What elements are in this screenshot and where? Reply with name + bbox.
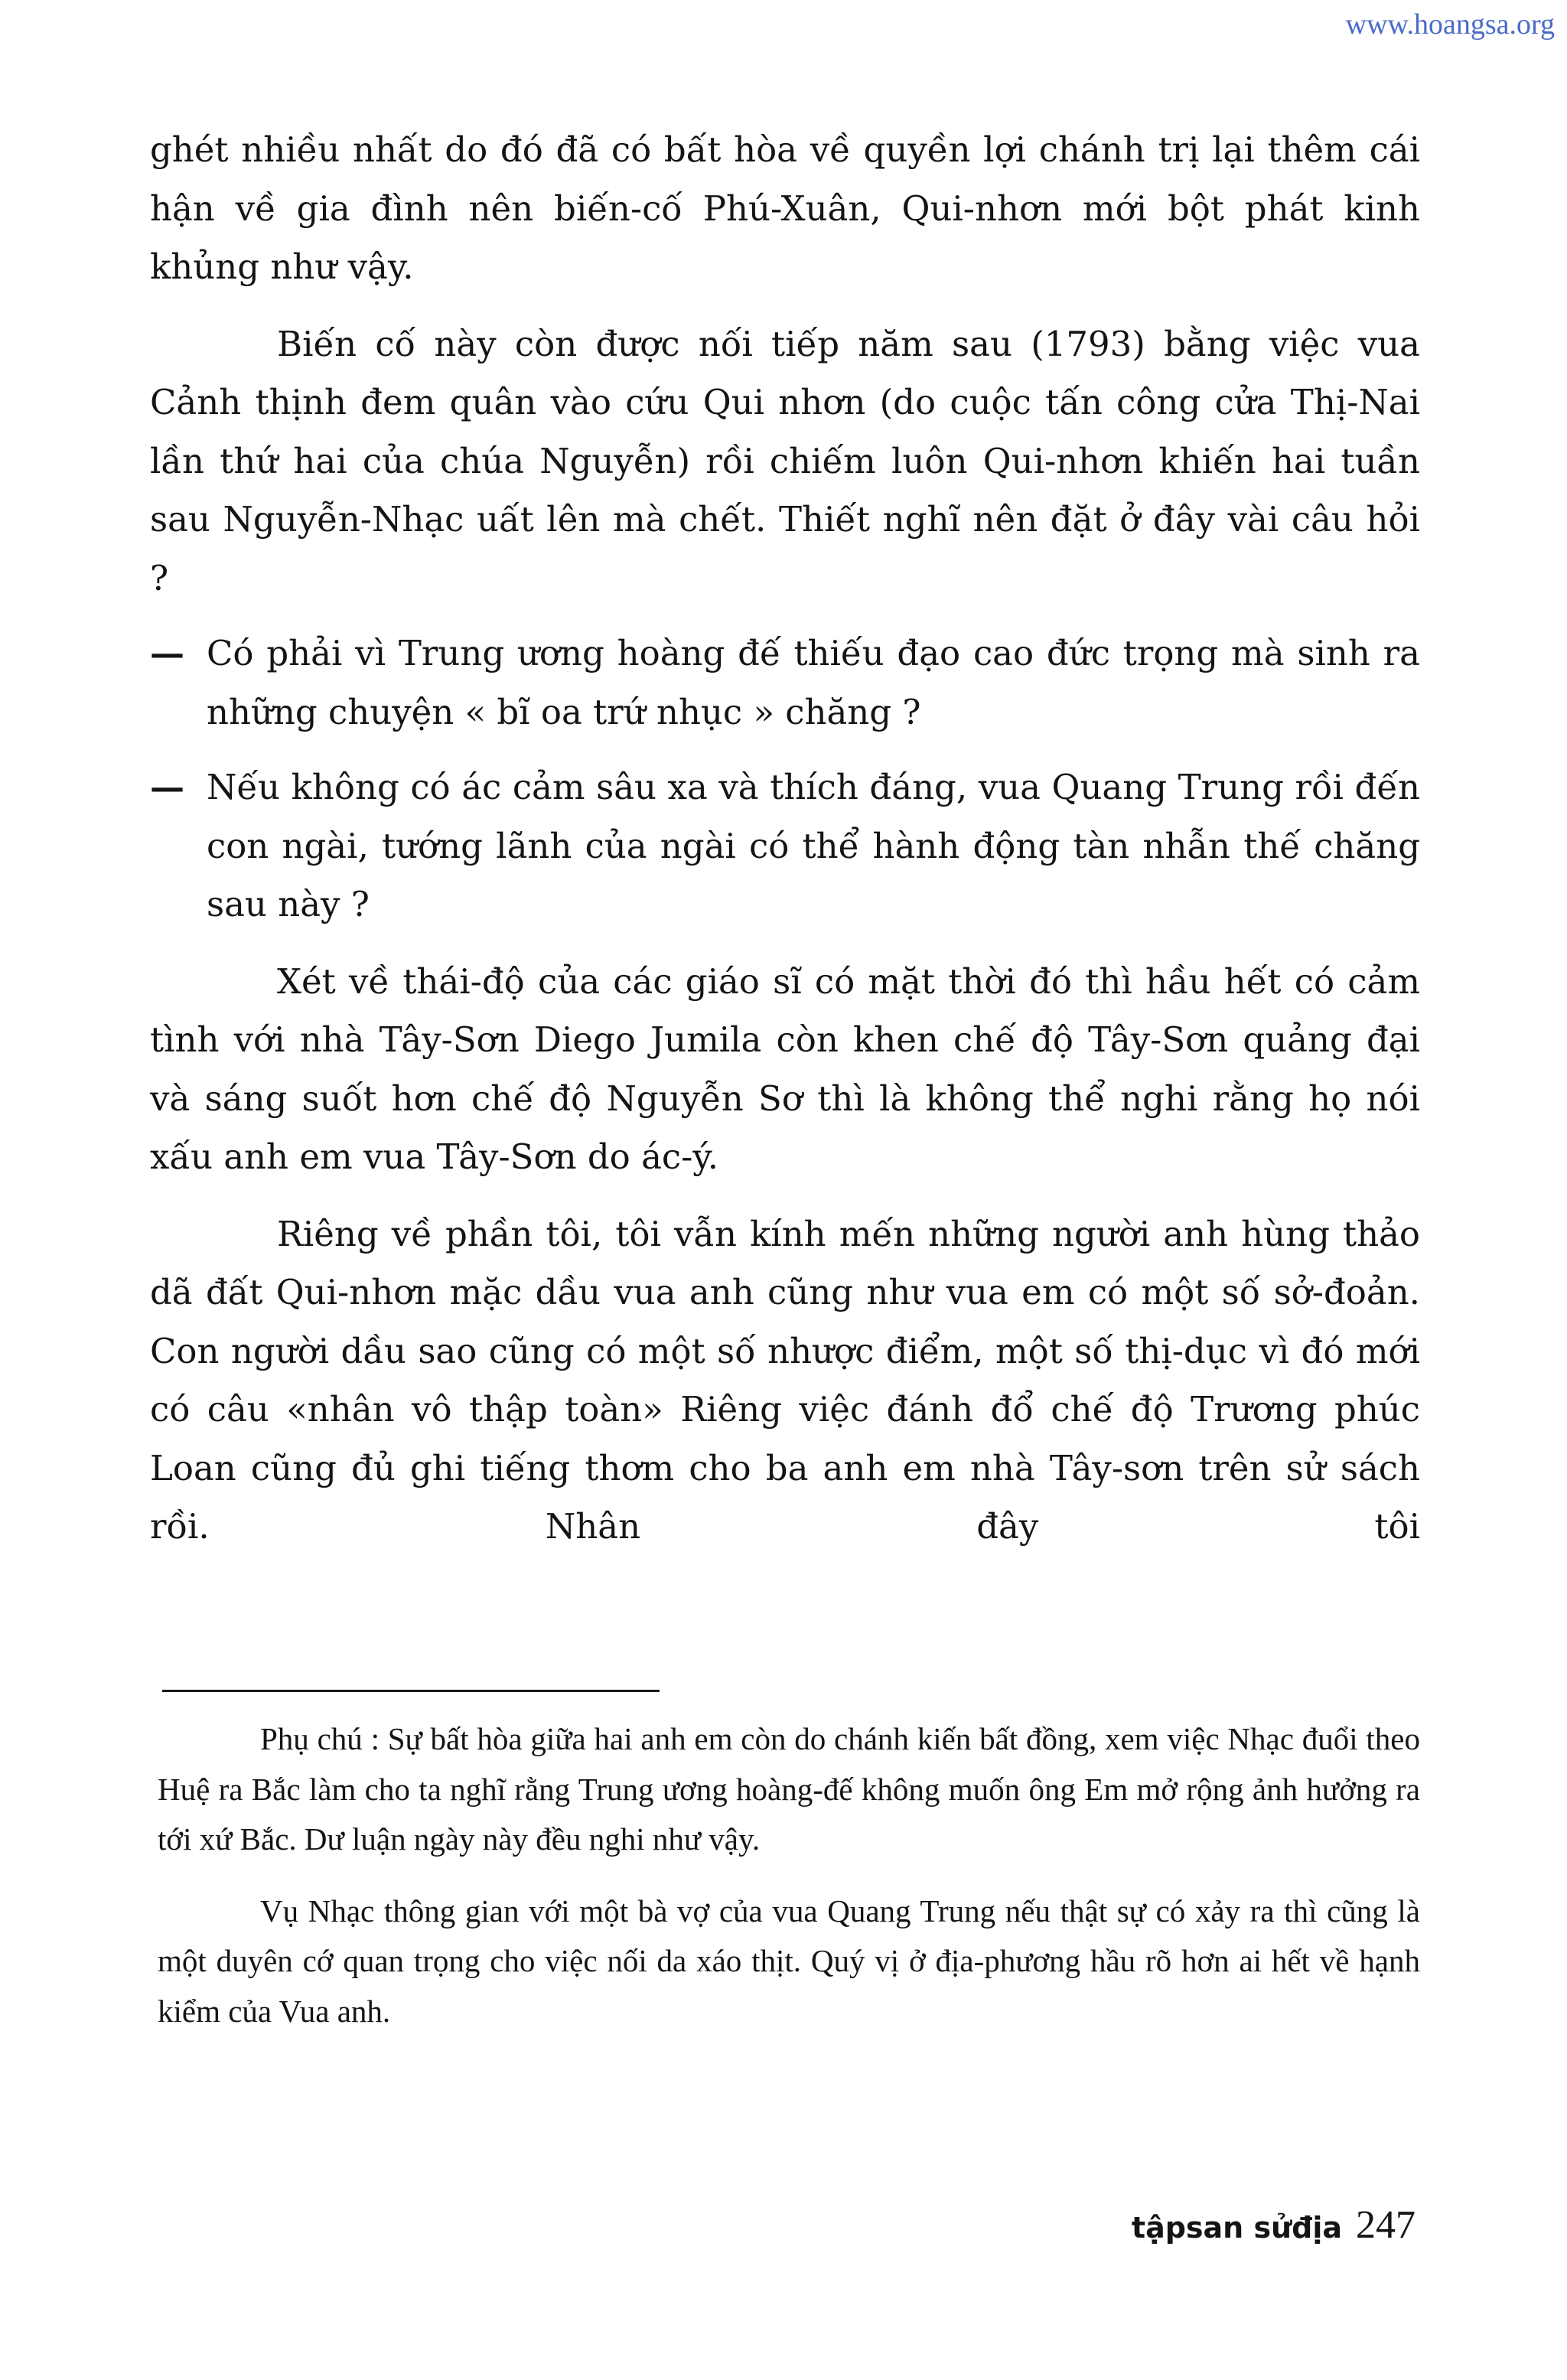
footnote-divider xyxy=(162,1690,660,1692)
question-item xyxy=(150,624,1420,742)
paragraph-giao-si: Xét về thái-độ của các giáo sĩ có mặt thời đó thì hầu hết có cảm tình với nhà Tây-Sơn Diego Jumila còn khen chế độ Tây-Sơn quảng đại và sáng suốt hơn chế độ Nguyễn Sơ thì là không thể nghi rằng họ nói xấu anh em vua Tây-Sơn do ác-ý. xyxy=(150,960,1420,1177)
main-text xyxy=(150,121,1420,1557)
question-text: Nếu không có ác cảm sâu xa và thích đáng, vua Quang Trung rồi đến con ngài, tướng lãnh của ngài có thể hành động tàn nhẫn thế chăng sau này ? xyxy=(207,767,1420,924)
question-text: Có phải vì Trung ương hoàng đế thiếu đạo cao đức trọng mà sinh ra những chuyện « bĩ oa trứ nhục » chăng ? xyxy=(207,633,1420,732)
footnote-phu-chu: Phụ chú : Sự bất hòa giữa hai anh em còn do chánh kiến bất đồng, xem việc Nhạc đuổi theo Huệ ra Bắc làm cho ta nghĩ rằng Trung ương hoàng-đế không muốn ông Em mở rộng ảnh hưởng ra tới xứ Bắc. Dư luận ngày này đều nghi như vậy. xyxy=(158,1721,1420,1857)
dash-marker: — xyxy=(150,767,184,807)
footnote-vu-nhac: Vụ Nhạc thông gian với một bà vợ của vua Quang Trung nếu thật sự có xảy ra thì cũng là một duyên cớ quan trọng cho việc nối da xáo thịt. Quý vị ở địa-phương hầu rõ hơn ai hết về hạnh kiểm của Vua anh. xyxy=(158,1893,1420,2029)
magazine-name: tậpsan sửđịa xyxy=(1131,2211,1342,2245)
dash-marker: — xyxy=(150,633,184,673)
footnotes xyxy=(158,1714,1420,2036)
paragraph-bien-co: Biến cố này còn được nối tiếp năm sau (1793) bằng việc vua Cảnh thịnh đem quân vào cứu Qui nhơn (do cuộc tấn công cửa Thị-Nai lần thứ hai của chúa Nguyễn) rồi chiếm luôn Qui-nhơn khiến hai tuần sau Nguyễn-Nhạc uất lên mà chết. Thiết nghĩ nên đặt ở đây vài câu hỏi ? xyxy=(150,323,1420,598)
paragraph-rieng-ve-phan-toi: Riêng về phần tôi, tôi vẫn kính mến những người anh hùng thảo dã đất Qui-nhơn mặc dầu vua anh cũng như vua em có một số sở-đoản. Con người dầu sao cũng có một số nhược điểm, một số thị-dục vì đó mới có câu «nhân vô thập toàn» Riêng việc đánh đổ chế độ Trương phúc Loan cũng đủ ghi tiếng thơm cho ba anh em nhà Tây-sơn trên sử sách rồi. Nhân đây tôi xyxy=(150,1213,1420,1547)
question-item xyxy=(150,758,1420,934)
watermark-url[interactable]: www.hoangsa.org xyxy=(1345,8,1555,41)
paragraph-continuation: ghét nhiều nhất do đó đã có bất hòa về quyền lợi chánh trị lại thêm cái hận về gia đình nên biến-cố Phú-Xuân, Qui-nhơn mới bột phát kinh khủng như vậy. xyxy=(150,129,1420,287)
page-number: 247 xyxy=(1356,2203,1416,2247)
page-footer xyxy=(1132,2202,1416,2248)
